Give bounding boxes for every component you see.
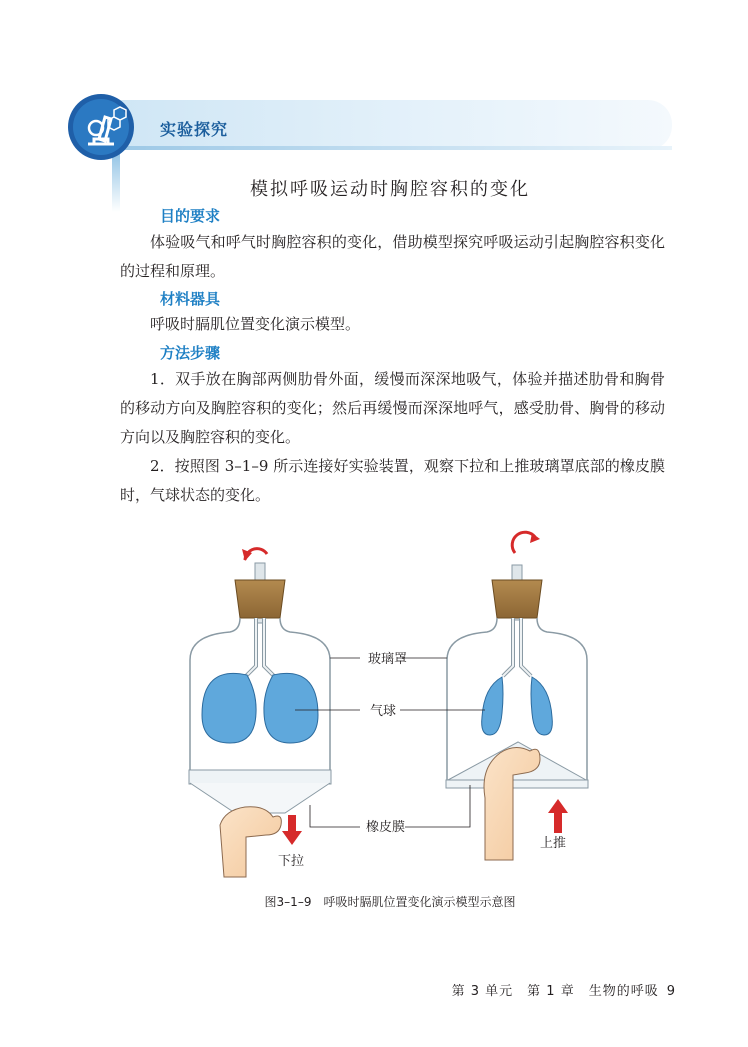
balloon-left-2 xyxy=(264,673,318,743)
push-up-arrow-icon xyxy=(548,799,568,813)
goal-text: 体验吸气和呼气时胸腔容积的变化，借助模型探究呼吸运动引起胸腔容积变化的过程和原理。 xyxy=(120,233,665,280)
label-balloon: 气球 xyxy=(370,704,397,719)
figure-breathing-model xyxy=(150,525,610,880)
goal-heading: 目的要求 xyxy=(160,207,221,225)
pull-down-arrow-icon xyxy=(282,831,302,845)
method-step-2: 2．按照图 3–1–9 所示连接好实验装置，观察下拉和上推玻璃罩底部的橡皮膜时，气球状态的变化。 xyxy=(120,457,665,504)
banner-underline xyxy=(112,146,672,150)
footer-unit: 第 3 单元 第 1 章 生物的呼吸 xyxy=(451,984,659,999)
balloon-left-1 xyxy=(202,673,256,743)
section-label: 实验探究 xyxy=(160,120,229,139)
page-title: 模拟呼吸运动时胸腔容积的变化 xyxy=(250,179,530,200)
figure-caption: 图3–1–9 呼吸时膈肌位置变化演示模型示意图 xyxy=(264,895,516,909)
page-number: 9 xyxy=(666,984,676,999)
label-bell-jar: 玻璃罩 xyxy=(368,652,408,667)
label-membrane: 橡皮膜 xyxy=(366,820,406,835)
cork-right xyxy=(492,580,542,618)
page-footer xyxy=(452,980,676,999)
cork xyxy=(235,580,285,618)
materials-text: 呼吸时膈肌位置变化演示模型。 xyxy=(150,315,361,333)
method-step-1: 1．双手放在胸部两侧肋骨外面，缓慢而深深地吸气，体验并描述肋骨和胸骨的移动方向及胸腔容积的变化；然后再缓慢而深深地呼气，感受肋骨、胸骨的移动方向以及胸腔容积的变化。 xyxy=(120,370,665,446)
balloon-right-2 xyxy=(531,677,552,735)
balloon-right-1 xyxy=(482,677,503,735)
hand-right-icon xyxy=(484,747,540,860)
label-pull-down: 下拉 xyxy=(278,854,305,869)
inhale-model xyxy=(189,549,331,877)
hand-left-icon xyxy=(220,807,281,877)
microscope-badge-icon xyxy=(66,92,136,162)
materials-heading: 材料器具 xyxy=(160,290,221,308)
method-heading: 方法步骤 xyxy=(160,344,221,362)
label-push-up: 上推 xyxy=(540,836,567,851)
exhale-model xyxy=(446,532,588,860)
